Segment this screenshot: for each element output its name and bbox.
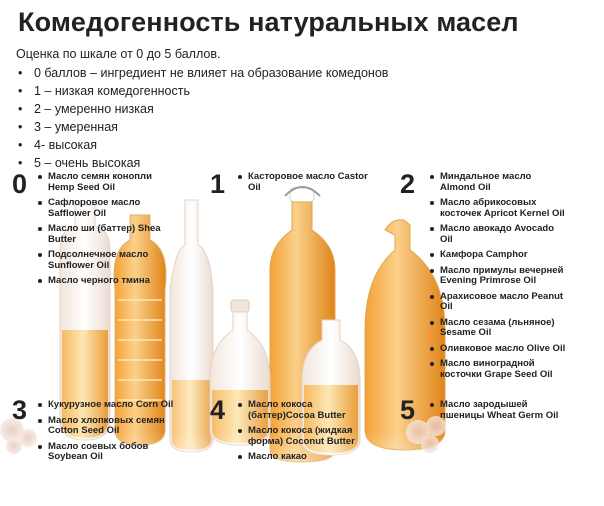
oil-item: Масло соевых бобов Soybean Oil <box>36 442 196 463</box>
rating-scale-list <box>16 64 388 172</box>
oil-item: Миндальное масло Almond Oil <box>428 172 598 193</box>
oil-item: Подсолнечное масло Sunflower Oil <box>36 250 186 271</box>
scale-item: • 1 – низкая комедогенность <box>16 82 388 100</box>
oil-item: Масло виноградной косточки Grape Seed Oil <box>428 359 598 380</box>
oil-list-rating-5 <box>428 400 598 426</box>
rating-number: 1 <box>210 169 226 199</box>
page-title: Комедогенность натуральных масел <box>18 7 519 37</box>
scale-item: • 3 – умеренная <box>16 118 388 136</box>
rating-number: 3 <box>12 395 28 425</box>
oil-list-rating-2 <box>428 172 598 385</box>
scale-item: • 5 – очень высокая <box>16 154 388 172</box>
oil-item: Масло кокоса (жидкая форма) Coconut Butter <box>236 426 386 447</box>
oil-item: Масло хлопковых семян Cotton Seed Oil <box>36 416 196 437</box>
oil-item: Кукурузное масло Corn Oil <box>36 400 196 411</box>
oil-item: Масло примулы вечерней Evening Primrose Oil <box>428 266 598 287</box>
oil-list-rating-4 <box>236 400 386 468</box>
oil-item: Масло семян конопли Hemp Seed Oil <box>36 172 186 193</box>
rating-number: 4 <box>210 395 226 425</box>
rating-number: 0 <box>12 169 28 199</box>
oil-item: Сафлоровое масло Safflower Oil <box>36 198 186 219</box>
scale-item: • 4- высокая <box>16 136 388 154</box>
oil-item: Арахисовое масло Peanut Oil <box>428 292 598 313</box>
oil-list-rating-1 <box>236 172 386 198</box>
oil-item: Масло зародышей пшеницы Wheat Germ Oil <box>428 400 598 421</box>
oil-item: Масло сезама (льняное) Sesame Oil <box>428 318 598 339</box>
rating-number: 2 <box>400 169 416 199</box>
oil-item: Масло авокадо Avocado Oil <box>428 224 598 245</box>
oil-list-rating-0 <box>36 172 186 292</box>
oil-item: Масло черного тмина <box>36 276 186 287</box>
oil-item: Масло кокоса (баттер)Cocoa Butter <box>236 400 386 421</box>
rating-number: 5 <box>400 395 416 425</box>
scale-intro: Оценка по шкале от 0 до 5 баллов. <box>16 47 221 61</box>
scale-item: • 2 – умеренно низкая <box>16 100 388 118</box>
oil-item: Касторовое масло Castor Oil <box>236 172 386 193</box>
scale-item: • 0 баллов – ингредиент не влияет на образование комедонов <box>16 64 388 82</box>
oil-item: Масло абрикосовых косточек Apricot Kernel Oil <box>428 198 598 219</box>
oil-item: Оливковое масло Olive Oil <box>428 344 598 355</box>
oil-list-rating-3 <box>36 400 196 468</box>
oil-item: Масло какао <box>236 452 386 463</box>
oil-item: Камфора Camphor <box>428 250 598 261</box>
oil-item: Масло ши (баттер) Shea Butter <box>36 224 186 245</box>
